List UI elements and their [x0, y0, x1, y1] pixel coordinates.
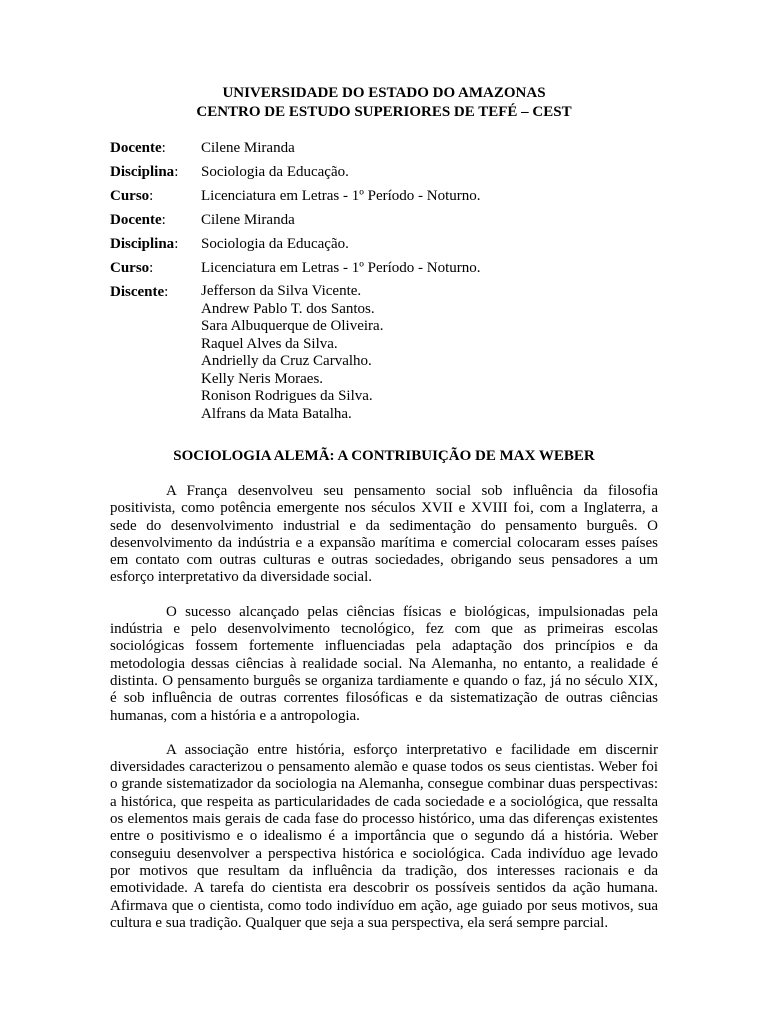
- info-value: Cilene Miranda: [201, 212, 295, 228]
- student-name: Jefferson da Silva Vicente.: [201, 283, 362, 299]
- student-name: Raquel Alves da Silva.: [201, 335, 338, 352]
- student-name: Sara Albuquerque de Oliveira.: [201, 318, 384, 334]
- info-label: Curso: [110, 260, 150, 276]
- info-label: Docente: [110, 140, 162, 156]
- discente-row: Discente: Jefferson da Silva Vicente. Andrew Pablo T. dos Santos. Sara Albuquerque de Oliveira. Raquel Alves da Silva. Andrielly da Cruz Carvalho. Kelly Neris Moraes. Ronison Rodrigues da Silva. Alfrans da Mata Batalha.: [110, 283, 658, 423]
- body-paragraph: A associação entre história, esforço interpretativo e facilidade em discernir diversidades caracterizou o pensamento alemão e quase todos os seus cientistas. Weber foi o grande sistematizador da sociologia na Alemanha, consegue combinar duas perspectivas: a histórica, que respeita as particularidades de cada sociedade e a sociológica, que ressalta os elementos mais gerais de cada fase do processo histórico, uma das diferenças existentes entre o positivismo e o idealismo é a importância que o segundo dá a história. Weber conseguiu desenvolver a perspectiva histórica e sociológica. Cada indivíduo age levado por motivos que resultam da influência da tradição, dos interesses racionais e da emotividade. A tarefa do cientista era descobrir os possíveis sentidos da ação humana. Afirmava que o cientista, como todo indivíduo em ação, age guiado por seus motivos, sua cultura e sua tradição. Qualquer que seja a sua perspectiva, ela será sempre parcial.: [110, 741, 658, 931]
- info-row: Docente: Cilene Miranda: [110, 211, 658, 230]
- document-header: [110, 84, 658, 122]
- university-name: UNIVERSIDADE DO ESTADO DO AMAZONAS: [222, 85, 546, 101]
- info-row: Docente: Cilene Miranda: [110, 139, 658, 158]
- info-value: Licenciatura em Letras - 1º Período - Noturno.: [201, 260, 481, 276]
- info-row: Curso: Licenciatura em Letras - 1º Período - Noturno.: [110, 187, 658, 206]
- body-paragraph: O sucesso alcançado pelas ciências físicas e biológicas, impulsionadas pela indústria e pelo desenvolvimento tecnológico, fez com que as primeiras escolas sociológicas fossem fortemente influenciadas pela adaptação dos princípios e da metodologia dessas ciências à realidade social. Na Alemanha, no entanto, a realidade é distinta. O pensamento burguês se organiza tardiamente e quando o faz, já no século XIX, é sob influência de outras correntes filosóficas e da sistematização de outras ciências humanas, com a história e a antropologia.: [110, 603, 658, 724]
- info-value: Sociologia da Educação.: [201, 236, 349, 252]
- info-value: Licenciatura em Letras - 1º Período - Noturno.: [201, 188, 481, 204]
- student-list: [201, 283, 658, 423]
- body-paragraph: A França desenvolveu seu pensamento social sob influência da filosofia positivista, como potência emergente nos séculos XVII e XVIII foi, com a Inglaterra, a sede do desenvolvimento industrial e da sedimentação do pensamento burguês. O desenvolvimento da indústria e a expansão marítima e comercial colocaram esses países em contato com outras culturas e outras sociedades, obrigando seus pensadores a um esforço interpretativo da diversidade social.: [110, 483, 658, 586]
- essay-title: SOCIOLOGIA ALEMÃ: A CONTRIBUIÇÃO DE MAX WEBER: [173, 448, 595, 464]
- info-row: Disciplina: Sociologia da Educação.: [110, 163, 658, 182]
- info-row: Curso: Licenciatura em Letras - 1º Período - Noturno.: [110, 259, 658, 278]
- student-name: Andrielly da Cruz Carvalho.: [201, 353, 372, 369]
- info-value: Sociologia da Educação.: [201, 164, 349, 180]
- info-row: Disciplina: Sociologia da Educação.: [110, 235, 658, 254]
- student-name: Alfrans da Mata Batalha.: [201, 405, 352, 422]
- student-name: Andrew Pablo T. dos Santos.: [201, 300, 375, 317]
- student-name: Kelly Neris Moraes.: [201, 370, 324, 387]
- info-label: Disciplina: [110, 236, 175, 252]
- info-value: Cilene Miranda: [201, 140, 295, 156]
- info-label: Disciplina: [110, 164, 175, 180]
- info-label: Docente: [110, 212, 162, 228]
- discente-label: Discente: [110, 284, 165, 300]
- student-name: Ronison Rodrigues da Silva.: [201, 388, 373, 404]
- course-info: [110, 139, 658, 423]
- center-name: CENTRO DE ESTUDO SUPERIORES DE TEFÉ – CEST: [196, 104, 572, 120]
- info-label: Curso: [110, 188, 150, 204]
